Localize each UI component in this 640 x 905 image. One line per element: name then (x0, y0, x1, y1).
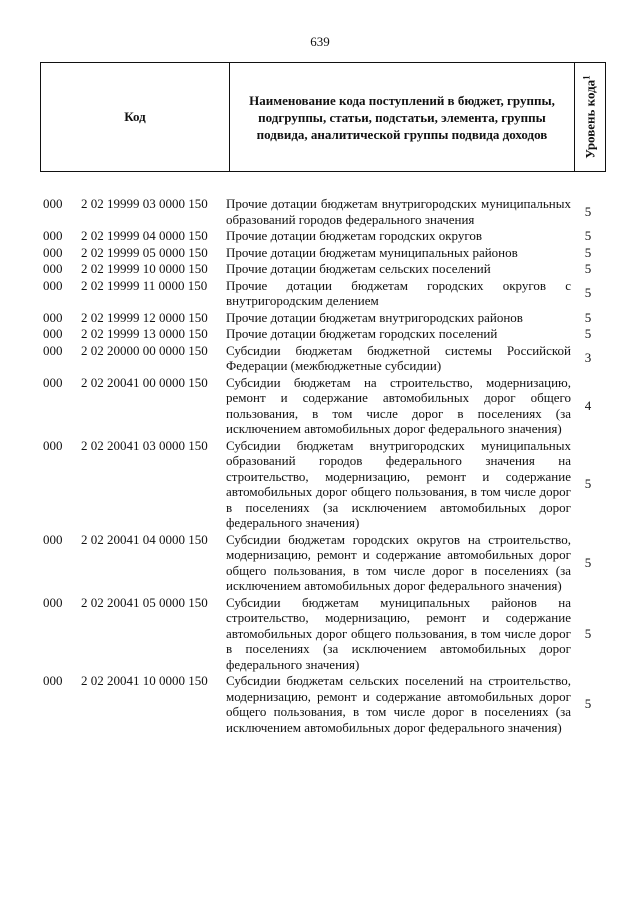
table-row (43, 343, 605, 374)
table-row (43, 673, 605, 735)
row-name: Прочие дотации бюджетам муниципальных районов (226, 244, 518, 260)
table-row (43, 196, 605, 227)
table-row (43, 310, 605, 326)
row-code: 2 02 19999 04 0000 150 (81, 228, 208, 243)
row-level: 3 (584, 350, 592, 366)
row-code: 2 02 19999 13 0000 150 (81, 326, 208, 341)
row-code: 2 02 20041 00 0000 150 (81, 374, 208, 390)
table-row (43, 595, 605, 673)
row-prefix: 000 (43, 374, 63, 390)
row-prefix: 000 (43, 261, 63, 276)
page-number: 639 (310, 34, 330, 49)
header-level-label: Уровень кода (582, 79, 598, 159)
row-code: 2 02 20041 03 0000 150 (81, 437, 208, 453)
row-prefix: 000 (43, 277, 63, 293)
row-level: 5 (584, 228, 592, 243)
row-prefix: 000 (43, 594, 63, 610)
row-code: 2 02 19999 05 0000 150 (81, 244, 208, 260)
row-level: 5 (584, 696, 592, 712)
row-prefix: 000 (43, 326, 63, 341)
row-code: 2 02 20041 04 0000 150 (81, 531, 208, 547)
row-name: Прочие дотации бюджетам внутригородских муниципальных образований городов федерального значения (226, 196, 571, 227)
row-code: 2 02 19999 03 0000 150 (81, 196, 208, 211)
row-name: Субсидии бюджетам сельских поселений на строительство, модернизацию, ремонт и содержание автомобильных дорог общего пользования, в том числе дорог в поселениях (за исключением автомобильных дорог федерального значения) (226, 673, 571, 735)
header-code: Код (41, 63, 230, 171)
row-prefix: 000 (43, 342, 63, 358)
row-prefix: 000 (43, 673, 63, 688)
row-code: 2 02 20000 00 0000 150 (81, 342, 208, 358)
row-name: Субсидии бюджетам внутригородских муниципальных образований городов федерального значения на строительство, модернизацию, ремонт и содержание автомобильных дорог общего пользования, в том числе дорог в поселениях (за исключением автомобильных дорог федерального значения) (226, 437, 571, 530)
header-level (575, 63, 605, 171)
row-name: Субсидии бюджетам муниципальных районов на строительство, модернизацию, ремонт и содержание автомобильных дорог общего пользования, в том числе дорог в поселениях (за исключением автомобильных дорог федерального значения) (226, 594, 571, 672)
row-level: 4 (584, 397, 592, 413)
table-row (43, 438, 605, 531)
header-level-footnote: 1 (581, 75, 592, 80)
row-level: 5 (584, 476, 592, 492)
row-code: 2 02 19999 11 0000 150 (81, 277, 208, 293)
row-name: Субсидии бюджетам городских округов на строительство, модернизацию, ремонт и содержание автомобильных дорог общего пользования, в том числе дорог в поселениях (за исключением автомобильных дорог федерального значения) (226, 531, 571, 593)
table-row (43, 261, 605, 277)
row-level: 5 (584, 554, 592, 570)
row-level: 5 (584, 285, 592, 301)
row-name: Прочие дотации бюджетам городских округов с внутригородским делением (226, 277, 571, 308)
row-level: 5 (584, 625, 592, 641)
row-prefix: 000 (43, 228, 63, 243)
table-header (40, 62, 606, 172)
row-name: Прочие дотации бюджетам городских поселений (226, 326, 498, 341)
row-prefix: 000 (43, 437, 63, 453)
row-level: 5 (584, 203, 592, 219)
row-prefix: 000 (43, 196, 63, 211)
row-prefix: 000 (43, 244, 63, 260)
row-code: 2 02 20041 05 0000 150 (81, 594, 208, 610)
table-row (43, 278, 605, 309)
table-row (43, 245, 605, 261)
row-name: Прочие дотации бюджетам сельских поселений (226, 261, 491, 276)
table-body (43, 196, 605, 736)
header-name: Наименование кода поступлений в бюджет, группы, подгруппы, статьи, подстатьи, элемента, группы подвида, аналитической группы подвида доходов (230, 63, 575, 171)
header-level-text (581, 75, 598, 158)
row-name: Прочие дотации бюджетам городских округов (226, 228, 483, 243)
row-prefix: 000 (43, 309, 63, 325)
row-prefix: 000 (43, 531, 63, 547)
row-code: 2 02 19999 12 0000 150 (81, 309, 208, 325)
row-level: 5 (584, 326, 592, 341)
row-name: Субсидии бюджетам бюджетной системы Российской Федерации (межбюджетные субсидии) (226, 342, 571, 373)
row-name: Прочие дотации бюджетам внутригородских районов (226, 309, 523, 325)
row-code: 2 02 19999 10 0000 150 (81, 261, 208, 276)
row-code: 2 02 20041 10 0000 150 (81, 673, 208, 688)
row-level: 5 (584, 309, 592, 325)
table-row (43, 375, 605, 437)
table-row (43, 532, 605, 594)
table-row (43, 228, 605, 244)
row-level: 5 (584, 244, 592, 260)
row-level: 5 (584, 261, 592, 276)
table-row (43, 326, 605, 342)
row-name: Субсидии бюджетам на строительство, модернизацию, ремонт и содержание автомобильных дорог общего пользования, в том числе дорог в поселениях (за исключением автомобильных дорог федерального значения) (226, 374, 571, 436)
